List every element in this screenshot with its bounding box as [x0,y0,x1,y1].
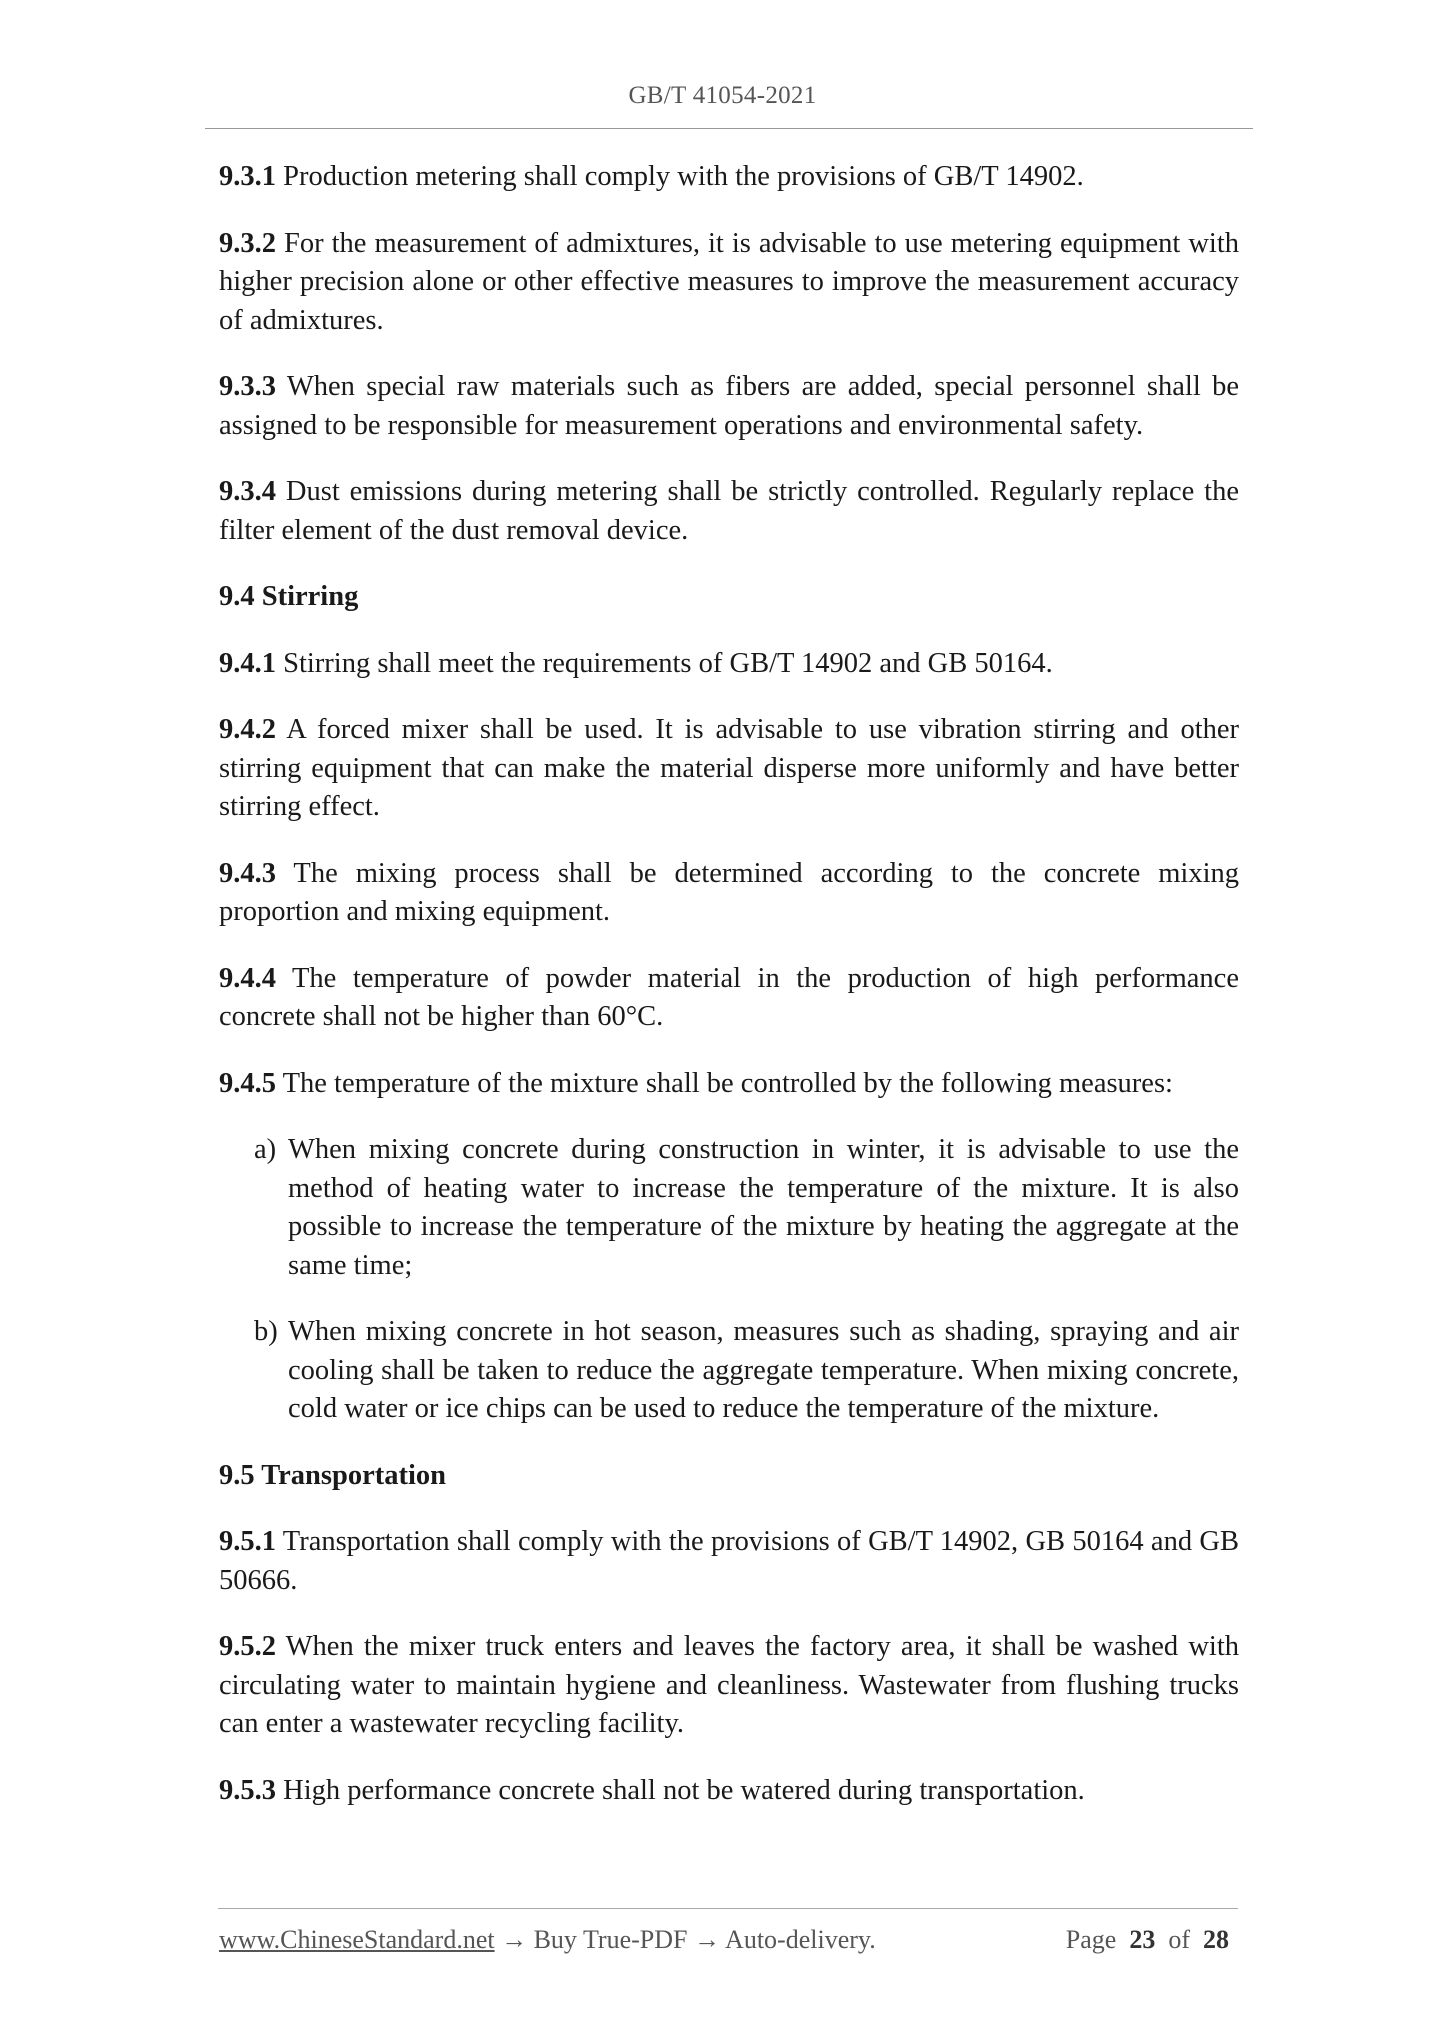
page-indicator [1066,1925,1229,1955]
clause-9-3-4 [219,473,1239,550]
clause-text: A forced mixer shall be used. It is advisable to use vibration stirring and other stirring equipment that can make the material disperse more uniformly and have better stirring effect. [219,714,1239,822]
clause-text: For the measurement of admixtures, it is advisable to use metering equipment with higher precision alone or other effective measures to improve the measurement accuracy of admixtures. [219,227,1239,336]
list-item [254,1131,1239,1285]
clause-text: High performance concrete shall not be watered during transportation. [276,1774,1085,1806]
clause-number: 9.4.3 [219,857,276,889]
clause-number: 9.3.4 [219,476,276,507]
clause-9-5-3 [219,1772,1239,1811]
clause-text: When the mixer truck enters and leaves the factory area, it shall be washed with circulating water to maintain hygiene and cleanliness. Wastewater from flushing trucks can enter a wastewater recycling facility. [219,1631,1239,1739]
clause-9-4-4 [219,960,1239,1037]
clause-number: 9.4.5 [219,1067,276,1099]
clause-text: The temperature of the mixture shall be controlled by the following measures: [276,1067,1173,1099]
clause-9-3-3 [219,368,1239,445]
page-footer [219,1925,1229,1955]
current-page-number: 23 [1129,1925,1156,1954]
clause-number: 9.5.3 [219,1774,276,1806]
clause-9-5-1 [219,1523,1239,1600]
list-marker: b) [254,1316,278,1347]
clause-9-3-1 [219,158,1239,197]
clause-number: 9.4.2 [219,714,276,745]
section-heading-transportation: 9.5 Transportation [219,1459,446,1491]
clause-9-4-3 [219,855,1239,932]
total-pages-number: 28 [1203,1925,1229,1954]
document-body [219,158,1239,1838]
list-item-text: When mixing concrete during construction in winter, it is advisable to use the method of heating water to increase the temperature of the mixture. It is also possible to increase the temperature of the mixture by heating the aggregate at the same time; [288,1134,1239,1281]
clause-9-4-5 [219,1065,1239,1104]
section-heading-stirring: 9.4 Stirring [219,581,359,612]
website-link[interactable]: www.ChineseStandard.net [219,1925,495,1954]
of-label: of [1168,1925,1190,1954]
clause-text: Stirring shall meet the requirements of GB/T 14902 and GB 50164. [276,647,1053,679]
footer-tagline: → Buy True-PDF → Auto-delivery. [494,1925,876,1954]
clause-text: The temperature of powder material in the production of high performance concrete shall not be higher than 60°C. [219,962,1239,1032]
clause-number: 9.4.1 [219,647,276,679]
clause-number: 9.4.4 [219,962,276,994]
clause-text: The mixing process shall be determined according to the concrete mixing proportion and mixing equipment. [219,857,1239,927]
clause-9-3-2 [219,225,1239,341]
footer-divider [218,1908,1238,1909]
page-label: Page [1065,1925,1117,1954]
clause-number: 9.3.2 [219,227,276,259]
running-header: GB/T 41054-2021 [628,82,817,109]
clause-number: 9.5.1 [219,1526,276,1557]
clause-text: Transportation shall comply with the provisions of GB/T 14902, GB 50164 and GB 50666. [219,1526,1239,1596]
clause-text: When special raw materials such as fibers are added, special personnel shall be assigned to be responsible for measurement operations and environmental safety. [219,371,1239,441]
clause-number: 9.3.1 [219,161,276,192]
clause-number: 9.5.2 [219,1631,276,1662]
list-item [254,1313,1239,1429]
clause-text: Production metering shall comply with the provisions of GB/T 14902. [276,161,1084,192]
clause-number: 9.3.3 [219,371,276,402]
clause-text: Dust emissions during metering shall be strictly controlled. Regularly replace the filter element of the dust removal device. [219,476,1239,546]
clause-9-5-2 [219,1628,1239,1744]
list-item-text: When mixing concrete in hot season, measures such as shading, spraying and air cooling shall be taken to reduce the aggregate temperature. When mixing concrete, cold water or ice chips can be used to reduce the temperature of the mixture. [288,1316,1239,1424]
list-marker: a) [254,1134,277,1165]
header-divider [205,128,1253,129]
clause-9-4-1 [219,645,1239,684]
footer-left [219,1925,876,1955]
clause-9-4-2 [219,711,1239,827]
